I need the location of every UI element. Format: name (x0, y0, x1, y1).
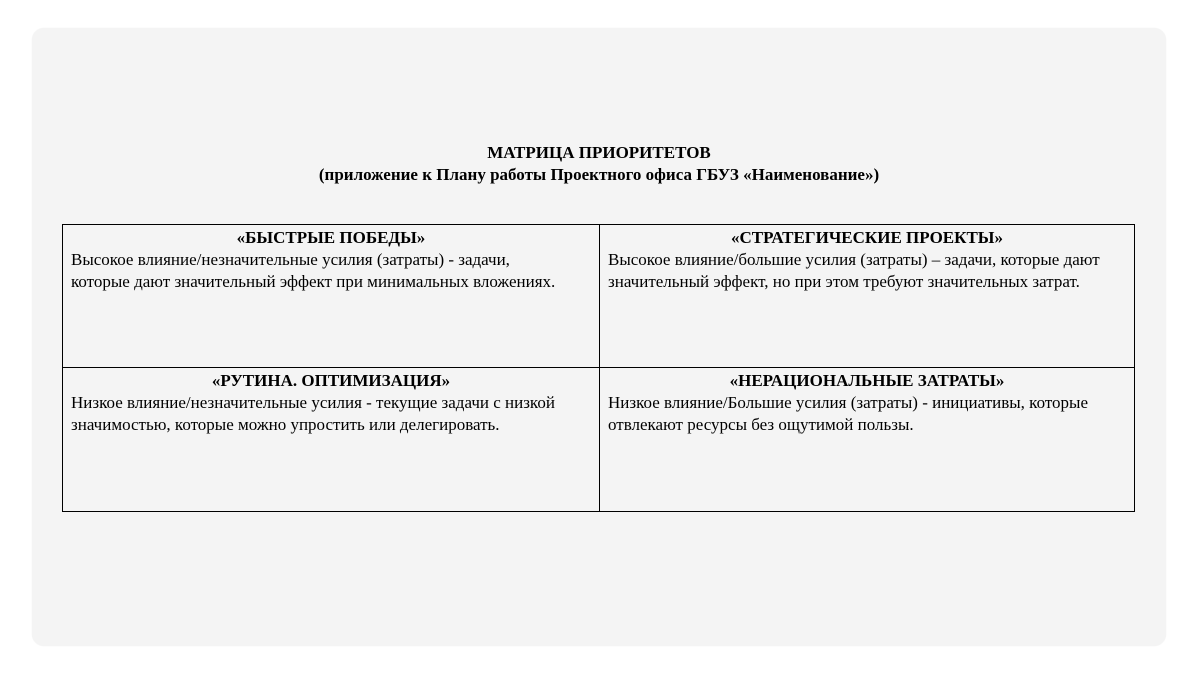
quadrant-description-line: значимостью, которые можно упростить или делегировать. (71, 415, 500, 434)
quadrant-description-line: отвлекают ресурсы без ощутимой пользы. (608, 415, 914, 434)
quadrant-description-line: значительный эффект, но при этом требуют значительных затрат. (608, 272, 1080, 291)
document-subtitle: (приложение к Плану работы Проектного офиса ГБУЗ «Наименование») (318, 165, 880, 184)
quadrant-description-line: Высокое влияние/незначительные усилия (затраты) - задачи, (71, 250, 510, 269)
document-page (32, 28, 1166, 646)
quadrant-irrational-costs (600, 368, 1134, 511)
title-block (32, 142, 1166, 186)
quadrant-title: «НЕРАЦИОНАЛЬНЫЕ ЗАТРАТЫ» (729, 371, 1005, 390)
quadrant-quick-wins (63, 225, 600, 368)
quadrant-title: «РУТИНА. ОПТИМИЗАЦИЯ» (211, 371, 451, 390)
document-title: МАТРИЦА ПРИОРИТЕТОВ (487, 143, 711, 162)
quadrant-description-line: Низкое влияние/Большие усилия (затраты) - инициативы, которые (608, 393, 1089, 412)
quadrant-title: «БЫСТРЫЕ ПОБЕДЫ» (236, 228, 426, 247)
quadrant-description-line: которые дают значительный эффект при минимальных вложениях. (71, 272, 556, 291)
quadrant-title: «СТРАТЕГИЧЕСКИЕ ПРОЕКТЫ» (731, 228, 1003, 247)
quadrant-strategic-projects (600, 225, 1134, 368)
quadrant-routine-optimization (63, 368, 600, 511)
priority-matrix (62, 224, 1135, 512)
quadrant-description-line: Высокое влияние/большие усилия (затраты) – задачи, которые дают (608, 250, 1100, 269)
quadrant-description-line: Низкое влияние/незначительные усилия - текущие задачи с низкой (71, 393, 555, 412)
